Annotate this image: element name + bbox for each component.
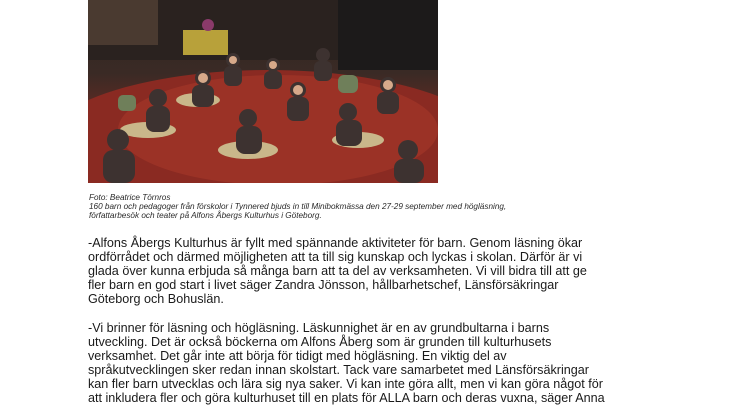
paragraph-line: språkutvecklingen sker redan innan skolstart. Tack vare samarbetet med Länsförsäkringar (88, 363, 589, 377)
paragraph-line: att inkludera fler och göra kulturhuset till en plats för ALLA barn och deras vuxna, säger Anna (88, 391, 605, 405)
paragraph-line: utveckling. Det är också böckerna om Alfons Åberg som är grunden till kulturhusets (88, 335, 552, 349)
photo-caption (89, 193, 649, 220)
paragraph-line: -Alfons Åbergs Kulturhus är fyllt med spännande aktiviteter för barn. Genom läsning ökar (88, 236, 583, 250)
paragraph-line: ordförrådet och därmed möjligheten att ta till sig kunskap och lyckas i skolan. Därför är vi (88, 250, 583, 264)
paragraph-line: glada över kunna erbjuda så många barn att ta del av verksamheten. Vi vill bidra till att ge (88, 264, 587, 278)
paragraph-quote-zandra (88, 236, 668, 306)
caption-line: författarbesök och teater på Alfons Åbergs Kulturhus i Göteborg. (89, 211, 322, 220)
paragraph-line: verksamhet. Det går inte att börja för tidigt med högläsning. En viktig del av (88, 349, 507, 363)
photo-credit: Foto: Beatrice Törnros (89, 193, 171, 202)
photo-image-icon (88, 0, 438, 183)
paragraph-line: fler barn en god start i livet säger Zandra Jönsson, hållbarhetschef, Länsförsäkringar (88, 278, 559, 292)
paragraph-line: -Vi brinner för läsning och högläsning. Läskunnighet är en av grundbultarna i barns (88, 321, 550, 335)
caption-line: 160 barn och pedagoger från förskolor i Tynnered bjuds in till Minibokmässa den 27-29 september med högläsning, (89, 202, 507, 211)
paragraph-quote-anna (88, 321, 668, 405)
paragraph-line: Göteborg och Bohuslän. (88, 292, 224, 306)
paragraph-line: kan fler barn utvecklas och lära sig nya saker. Vi kan inte göra allt, men vi kan göra något för (88, 377, 603, 391)
event-photo (88, 0, 438, 183)
